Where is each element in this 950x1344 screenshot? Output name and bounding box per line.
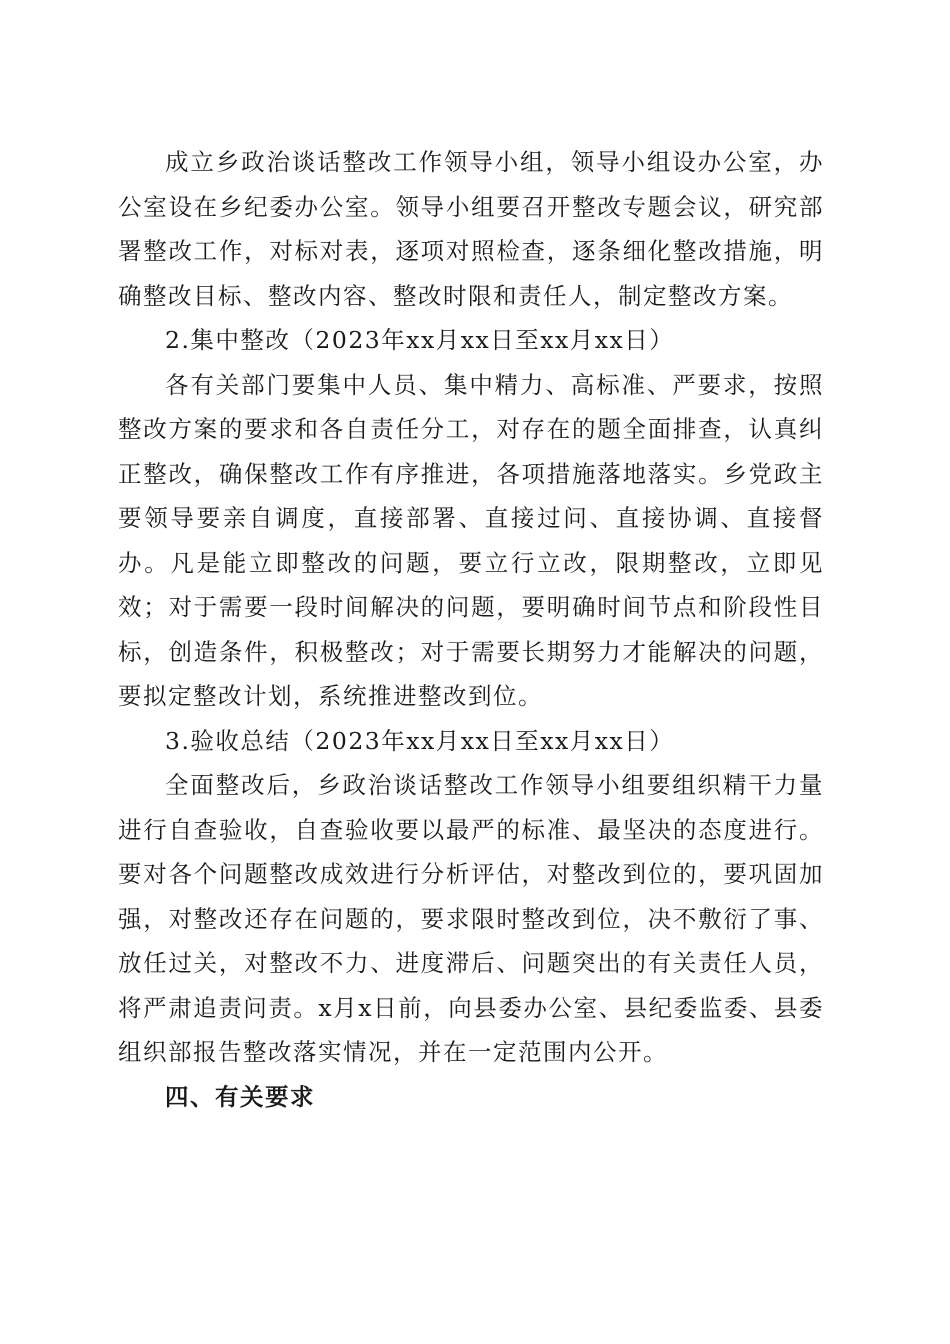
paragraph-acceptance-summary: 全面整改后，乡政治谈话整改工作领导小组要组织精干力量进行自查验收，自查验收要以最严的标准、最坚决的态度进行。要对各个问题整改成效进行分析评估，对整改到位的，要巩固加强，对整改还存在问题的，要求限时整改到位，决不敷衍了事、放任过关，对整改不力、进度滞后、问题突出的有关责任人员，将严肃追责问责。x月x日前，向县委办公室、县纪委监委、县委组织部报告整改落实情况，并在一定范围内公开。 [118, 771, 824, 1066]
paragraph-leading-group: 成立乡政治谈话整改工作领导小组，领导小组设办公室，办公室设在乡纪委办公室。领导小组要召开整改专题会议，研究部署整改工作，对标对表，逐项对照检查，逐条细化整改措施，明确整改目标、整改内容、整改时限和责任人，制定整改方案。 [118, 148, 824, 310]
document-body [118, 140, 824, 1119]
subheading-acceptance-summary: 3.验收总结（2023年xx月xx日至xx月xx日） [165, 726, 675, 755]
paragraph-centralized-rectification: 各有关部门要集中人员、集中精力、高标准、严要求，按照整改方案的要求和各自责任分工，对存在的题全面排查，认真纠正整改，确保整改工作有序推进，各项措施落地落实。乡党政主要领导要亲自调度，直接部署、直接过问、直接协调、直接督办。凡是能立即整改的问题，要立行立改，限期整改，立即见效；对于需要一段时间解决的问题，要明确时间节点和阶段性目标，创造条件，积极整改；对于需要长期努力才能解决的问题，要拟定整改计划，系统推进整改到位。 [118, 370, 824, 710]
section-heading-requirements: 四、有关要求 [165, 1082, 315, 1111]
subheading-centralized-rectification: 2.集中整改（2023年xx月xx日至xx月xx日） [165, 326, 675, 354]
